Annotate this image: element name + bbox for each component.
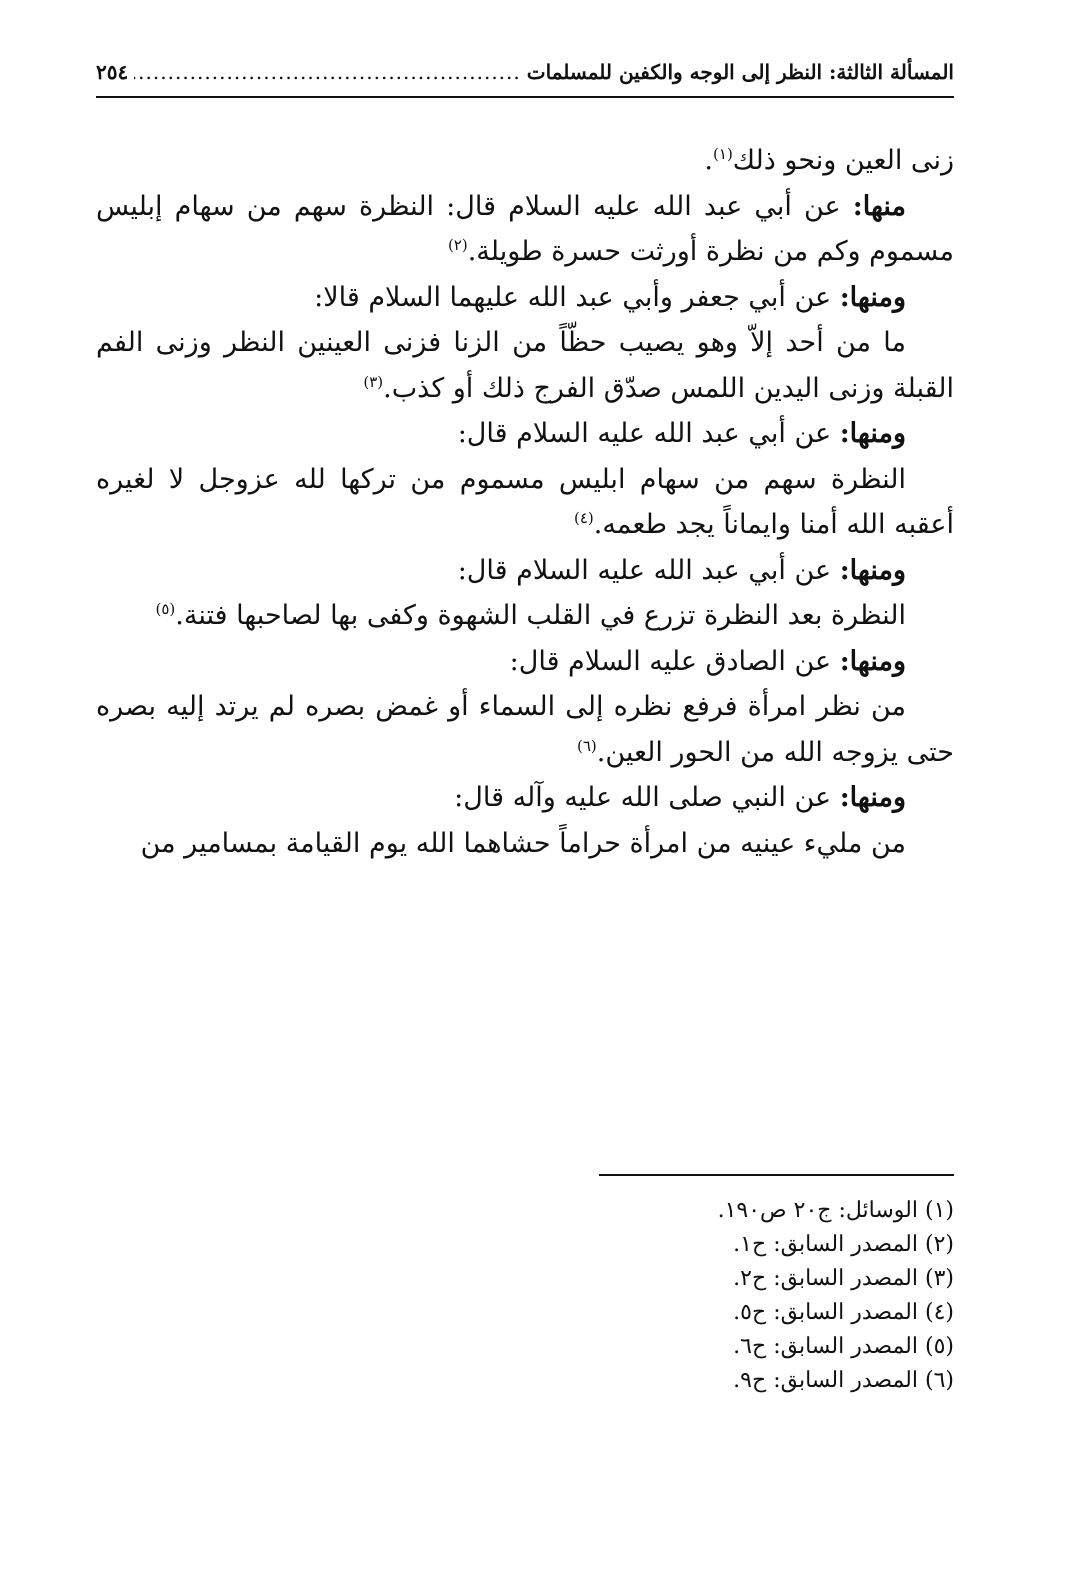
paragraph-text: زنى العين ونحو ذلك — [732, 145, 954, 176]
paragraph-text: النظرة سهم من سهام ابليس مسموم من تركها لله عزوجل لا لغيره أعقبه الله أمنا وايماناً يجد طعمه. — [96, 463, 954, 540]
paragraph-lead: ومنها: — [839, 782, 906, 813]
footnote-item: (٢) المصدر السابق: ح١. — [733, 1232, 954, 1257]
main-text — [96, 138, 954, 866]
paragraph-text: عن أبي عبد الله عليه السلام قال: النظرة سهم من سهام إبليس مسموم وكم من نظرة أورثت حسرة طويلة. — [96, 190, 954, 267]
footnote-marker[interactable]: (٤) — [574, 509, 594, 527]
paragraph — [96, 639, 954, 685]
footnote-item: (١) الوسائل: ج٢٠ ص١٩٠. — [717, 1198, 954, 1223]
paragraph-text: عن أبي عبد الله عليه السلام قال: — [457, 554, 840, 586]
paragraph — [96, 548, 954, 594]
paragraph-text: من مليء عينيه من امرأة حراماً حشاهما الله يوم القيامة بمسامير من — [140, 827, 906, 859]
paragraph-text: ما من أحد إلاّ وهو يصيب حظّاً من الزنا فزنى العينين النظر وزنى الفم القبلة وزنى اليدين اللمس صدّق الفرج ذلك أو كذب. — [96, 327, 954, 404]
footnote-marker[interactable]: (٣) — [363, 372, 384, 391]
footnote-divider — [599, 1174, 954, 1176]
footnote-marker[interactable]: (١) — [713, 145, 733, 163]
leader-dots — [134, 60, 521, 84]
paragraph — [96, 775, 954, 821]
book-page — [96, 48, 954, 1548]
paragraph-text: عن أبي جعفر وأبي عبد الله عليهما السلام قالا: — [314, 281, 840, 313]
paragraph — [96, 821, 954, 867]
footnote-item: (٦) المصدر السابق: ح٩. — [733, 1368, 954, 1393]
paragraph-lead: ومنها: — [839, 554, 906, 586]
paragraph — [96, 593, 954, 639]
paragraph — [96, 684, 954, 775]
paragraph — [96, 457, 954, 548]
paragraph — [96, 411, 954, 457]
running-header — [96, 48, 954, 98]
paragraph — [96, 320, 954, 411]
paragraph-text: عن النبي صلى الله عليه وآله قال: — [454, 782, 840, 813]
paragraph — [96, 275, 954, 321]
footnote-item: (٥) المصدر السابق: ح٦. — [733, 1334, 954, 1359]
paragraph-text: النظرة بعد النظرة تزرع في القلب الشهوة وكفى بها لصاحبها فتنة. — [175, 600, 906, 631]
paragraph-lead: ومنها: — [839, 281, 906, 313]
footnote-item: (٣) المصدر السابق: ح٢. — [733, 1266, 954, 1291]
footnote-marker[interactable]: (٢) — [447, 236, 468, 254]
footnotes-list — [354, 1194, 954, 1398]
footnote-item: (٤) المصدر السابق: ح٥. — [733, 1300, 954, 1325]
chapter-title: المسألة الثالثة: النظر إلى الوجه والكفين للمسلمات — [526, 60, 954, 84]
paragraph — [96, 184, 954, 275]
paragraph-lead: منها: — [852, 190, 906, 222]
page-number: ٢٥٤ — [96, 60, 129, 84]
paragraph-lead: ومنها: — [839, 418, 906, 449]
paragraph-text: عن أبي عبد الله عليه السلام قال: — [457, 418, 840, 449]
footnote-marker[interactable]: (٥) — [155, 600, 176, 618]
footnote-marker[interactable]: (٦) — [577, 736, 597, 755]
paragraph-text: من نظر امرأة فرفع نظره إلى السماء أو غمض بصره لم يرتد إليه بصره حتى يزوجه الله من الحور العين. — [96, 691, 954, 768]
paragraph — [96, 138, 954, 184]
paragraph-tail: . — [704, 145, 714, 176]
paragraph-text: عن الصادق عليه السلام قال: — [509, 645, 840, 677]
paragraph-lead: ومنها: — [839, 645, 906, 677]
